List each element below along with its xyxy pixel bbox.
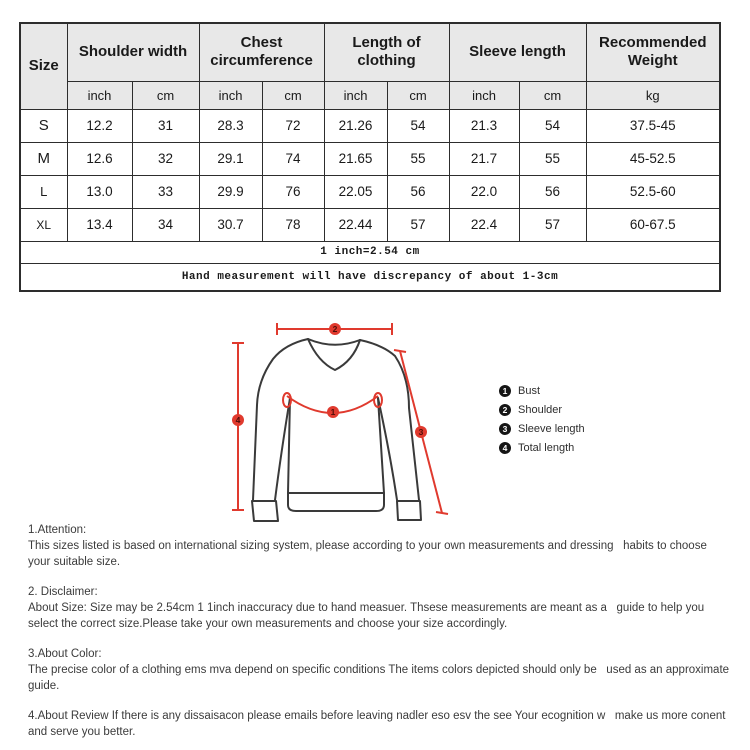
legend-label: Sleeve length (518, 422, 585, 435)
circled-number-icon: 1 (499, 385, 511, 397)
measurement-legend (499, 381, 585, 457)
value-cell: 54 (387, 109, 449, 142)
section-attention (28, 522, 730, 570)
header-shoulder-width: Shoulder width (67, 23, 199, 81)
value-cell: 22.0 (449, 175, 519, 208)
circled-number-icon: 4 (499, 442, 511, 454)
info-sections (28, 522, 733, 750)
section-body: The precise color of a clothing ems mva depend on specific conditions The items colors depicted should only be used as an approximate guide. (28, 664, 733, 692)
value-cell: 22.4 (449, 208, 519, 241)
measurement-lines (232, 323, 448, 514)
sweater-outline (252, 339, 421, 521)
unit-cell: inch (324, 81, 387, 109)
size-label: L (20, 175, 67, 208)
unit-cell: cm (132, 81, 199, 109)
section-heading: 1.Attention: (28, 524, 87, 536)
value-cell: 29.9 (199, 175, 262, 208)
header-length-of-clothing: Length of clothing (324, 23, 449, 81)
table-row-m (20, 142, 720, 175)
legend-item-bust (499, 381, 585, 400)
value-cell: 32 (132, 142, 199, 175)
value-cell: 57 (387, 208, 449, 241)
size-label: S (20, 109, 67, 142)
section-body: This sizes listed is based on international sizing system, please according to your own measurements and dressing habits to choose your suitable size. (28, 540, 711, 568)
unit-cell: inch (67, 81, 132, 109)
size-label: M (20, 142, 67, 175)
value-cell: 21.3 (449, 109, 519, 142)
value-cell: 28.3 (199, 109, 262, 142)
value-cell: 33 (132, 175, 199, 208)
circled-number-icon: 3 (499, 423, 511, 435)
legend-item-shoulder (499, 400, 585, 419)
unit-cell: inch (449, 81, 519, 109)
value-cell: 52.5-60 (586, 175, 720, 208)
value-cell: 78 (262, 208, 324, 241)
note-hand-measurement: Hand measurement will have discrepancy of about 1-3cm (20, 263, 720, 291)
value-cell: 22.44 (324, 208, 387, 241)
table-row-l (20, 175, 720, 208)
header-recommended-weight: Recommended Weight (586, 23, 720, 81)
legend-label: Shoulder (518, 403, 563, 416)
unit-cell: inch (199, 81, 262, 109)
unit-cell: cm (262, 81, 324, 109)
table-row-s (20, 109, 720, 142)
total-length-badge: 4 (235, 415, 241, 425)
value-cell: 34 (132, 208, 199, 241)
section-disclaimer (28, 584, 730, 632)
value-cell: 55 (519, 142, 586, 175)
unit-cell: cm (519, 81, 586, 109)
size-chart-table (19, 22, 721, 292)
header-size: Size (20, 23, 67, 109)
value-cell: 72 (262, 109, 324, 142)
value-cell: 12.2 (67, 109, 132, 142)
section-heading: 3.About Color: (28, 648, 102, 660)
value-cell: 56 (519, 175, 586, 208)
value-cell: 56 (387, 175, 449, 208)
value-cell: 30.7 (199, 208, 262, 241)
note-inch-conversion: 1 inch=2.54 cm (20, 241, 720, 263)
value-cell: 37.5-45 (586, 109, 720, 142)
value-cell: 45-52.5 (586, 142, 720, 175)
value-cell: 76 (262, 175, 324, 208)
value-cell: 13.0 (67, 175, 132, 208)
value-cell: 31 (132, 109, 199, 142)
value-cell: 29.1 (199, 142, 262, 175)
header-chest-circumference: Chest circumference (199, 23, 324, 81)
value-cell: 57 (519, 208, 586, 241)
sweater-measurement-diagram (225, 313, 457, 531)
value-cell: 21.7 (449, 142, 519, 175)
value-cell: 21.26 (324, 109, 387, 142)
value-cell: 55 (387, 142, 449, 175)
section-heading: 2. Disclaimer: (28, 586, 98, 598)
value-cell: 22.05 (324, 175, 387, 208)
shoulder-badge: 2 (332, 324, 338, 334)
section-about-review (28, 708, 730, 740)
legend-label: Bust (518, 384, 541, 397)
legend-item-total-length (499, 438, 585, 457)
circled-number-icon: 2 (499, 404, 511, 416)
bust-badge: 1 (330, 407, 336, 417)
value-cell: 54 (519, 109, 586, 142)
size-label: XL (20, 208, 67, 241)
value-cell: 21.65 (324, 142, 387, 175)
table-row-xl (20, 208, 720, 241)
section-body: 4.About Review If there is any dissaisacon please emails before leaving nadler eso esv the see Your ecognition w make us more conent and serve you better. (28, 710, 729, 738)
unit-cell: cm (387, 81, 449, 109)
sleeve-badge: 3 (418, 427, 424, 437)
value-cell: 13.4 (67, 208, 132, 241)
value-cell: 60-67.5 (586, 208, 720, 241)
legend-label: Total length (518, 441, 575, 454)
header-sleeve-length: Sleeve length (449, 23, 586, 81)
value-cell: 74 (262, 142, 324, 175)
section-about-color (28, 646, 733, 694)
value-cell: 12.6 (67, 142, 132, 175)
legend-item-sleeve-length (499, 419, 585, 438)
sweater-diagram-svg (225, 313, 457, 531)
unit-cell: kg (586, 81, 720, 109)
section-body: About Size: Size may be 2.54cm 1 1inch inaccuracy due to hand measuer. Thsese measurements are meant as a guide to help you select the correct size.Please take your own measurements and choose your size accordingly. (28, 602, 708, 630)
